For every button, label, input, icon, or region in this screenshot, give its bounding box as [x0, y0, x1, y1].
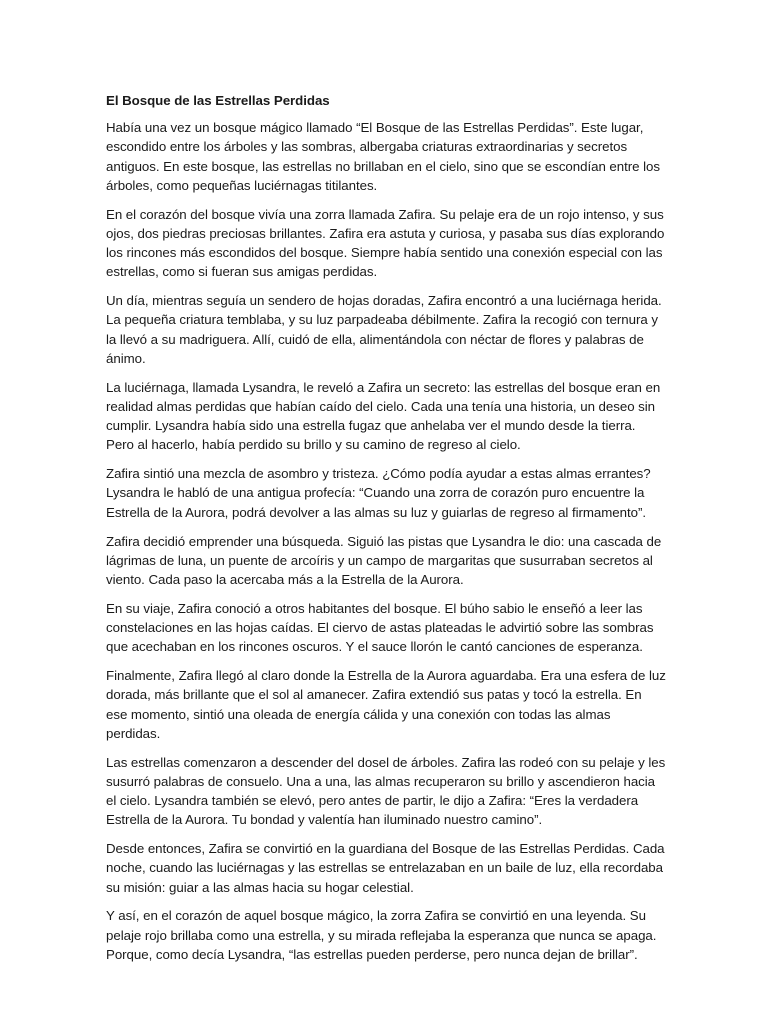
- paragraph: Y así, en el corazón de aquel bosque mágico, la zorra Zafira se convirtió en una leyenda. Su pelaje rojo brillaba como una estrella, y su mirada reflejaba la esperanza que nunca se apaga. Porque, como decía Lysandra, “las estrellas pueden perderse, pero nunca dejan de brillar”.: [106, 908, 657, 962]
- paragraph: La luciérnaga, llamada Lysandra, le reveló a Zafira un secreto: las estrellas del bosque eran en realidad almas perdidas que habían caído del cielo. Cada una tenía una historia, un deseo sin cumplir. Lysandra había sido una estrella fugaz que anhelaba ver el mundo desde la tierra. Pero al hacerlo, había perdido su brillo y su camino de regreso al cielo.: [106, 379, 661, 453]
- paragraph: Finalmente, Zafira llegó al claro donde la Estrella de la Aurora aguardaba. Era una esfera de luz dorada, más brillante que el sol al amanecer. Zafira extendió sus patas y tocó la estrella. En ese momento, sintió una oleada de energía cálida y una conexión con todas las almas perdidas.: [106, 668, 666, 741]
- paragraph: Zafira decidió emprender una búsqueda. Siguió las pistas que Lysandra le dio: una cascada de lágrimas de luna, un puente de arcoíris y un campo de margaritas que susurraban secretos al viento. Cada paso la acercaba más a la Estrella de la Aurora.: [106, 533, 662, 587]
- document-body: [106, 91, 666, 974]
- paragraph: En el corazón del bosque vivía una zorra llamada Zafira. Su pelaje era de un rojo intenso, y sus ojos, dos piedras preciosas brillantes. Zafira era astuta y curiosa, y pasaba sus días explorando los rincones más escondidos del bosque. Siempre había sentido una conexión especial con las estrellas, como si fueran sus amigas perdidas.: [106, 206, 665, 280]
- paragraph: Las estrellas comenzaron a descender del dosel de árboles. Zafira las rodeó con su pelaje y les susurró palabras de consuelo. Una a una, las almas recuperaron su brillo y ascendieron hacia el cielo. Lysandra también se elevó, pero antes de partir, le dijo a Zafira: “Eres la verdadera Estrella de la Aurora. Tu bondad y valentía han iluminado nuestro camino”.: [106, 754, 666, 828]
- paragraph: Desde entonces, Zafira se convirtió en la guardiana del Bosque de las Estrellas Perdidas. Cada noche, cuando las luciérnagas y las estrellas se entrelazaban en un baile de luz, ella recordaba su misión: guiar a las almas hacia su hogar celestial.: [106, 841, 665, 895]
- paragraph: En su viaje, Zafira conoció a otros habitantes del bosque. El búho sabio le enseñó a leer las constelaciones en las hojas caídas. El ciervo de astas plateadas le advirtió sobre las sombras que acechaban en los rincones oscuros. Y el sauce llorón le cantó canciones de esperanza.: [106, 600, 654, 655]
- paragraph: Un día, mientras seguía un sendero de hojas doradas, Zafira encontró a una luciérnaga herida. La pequeña criatura temblaba, y su luz parpadeaba débilmente. Zafira la recogió con ternura y la llevó a su madriguera. Allí, cuidó de ella, alimentándola con néctar de flores y palabras de ánimo.: [106, 293, 662, 366]
- paragraph: Zafira sintió una mezcla de asombro y tristeza. ¿Cómo podía ayudar a estas almas errantes? Lysandra le habló de una antigua profecía: “Cuando una zorra de corazón puro encuentre la Estrella de la Aurora, podrá devolver a las almas su luz y guiarlas de regreso al firmamento”.: [106, 466, 651, 520]
- paragraph: Había una vez un bosque mágico llamado “El Bosque de las Estrellas Perdidas”. Este lugar, escondido entre los árboles y las sombras, albergaba criaturas extraordinarias y secretos antiguos. En este bosque, las estrellas no brillaban en el cielo, sino que se escondían entre los árboles, como pequeñas luciérnagas titilantes.: [106, 120, 660, 193]
- document-title: El Bosque de las Estrellas Perdidas: [106, 93, 330, 108]
